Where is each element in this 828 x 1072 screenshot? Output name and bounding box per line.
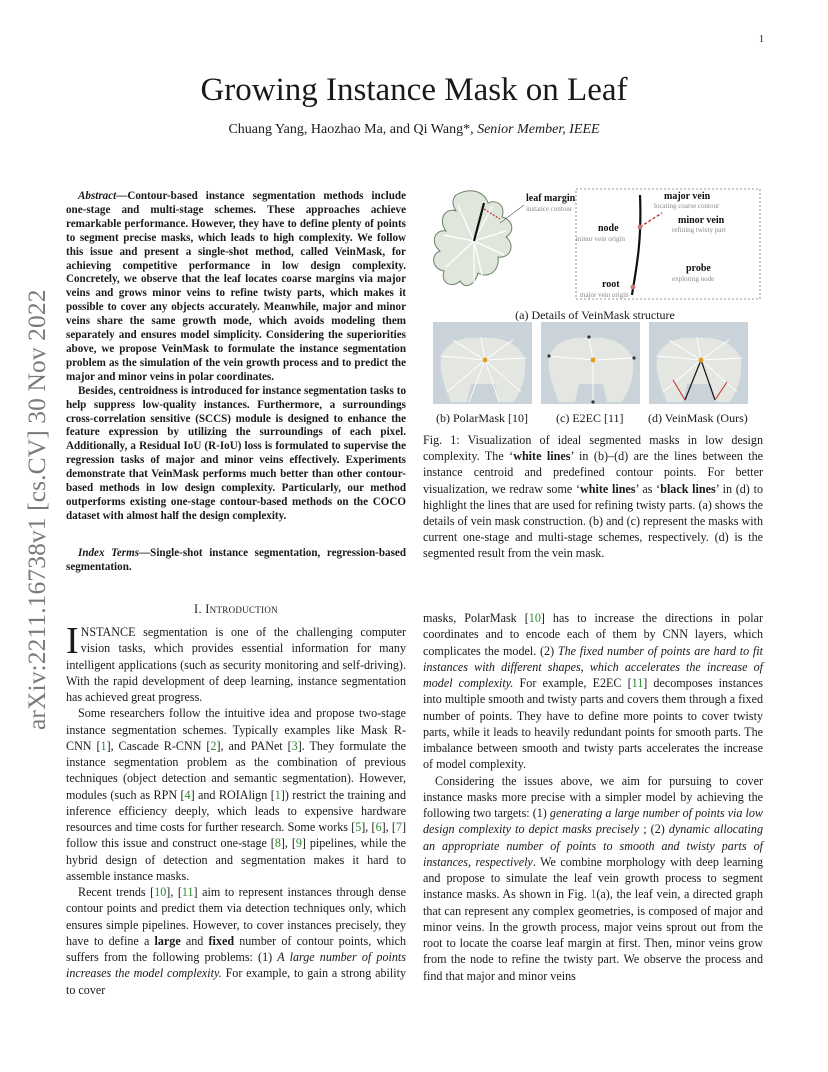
text-span: , (365, 820, 372, 834)
root-point (631, 285, 636, 290)
label-leaf-margin-sub: instance contour (526, 205, 573, 213)
author-names: Chuang Yang, Haozhao Ma, and Qi Wang*, (228, 122, 474, 137)
minor-vein-line (640, 213, 662, 227)
abstract (66, 190, 406, 524)
citation-link[interactable]: 10 (154, 885, 167, 899)
intro-paragraph-1 (66, 620, 406, 705)
text-span: aim to represent instances through dense contour points and predict them via detection techniques only, which ensures simple pipelines. However, to cover instances precisely, they have to define a (66, 885, 406, 948)
text-span: ; (2) (639, 822, 669, 837)
index-terms (66, 547, 406, 575)
subfigure-c-caption: (c) E2EC [11] (556, 411, 624, 425)
text-span: pipelines, while the hybrid design of detection and segmentation makes it hard to assemble instance masks. (66, 836, 406, 883)
section-title: Introduction (205, 602, 278, 616)
veinmask-example-image (649, 322, 748, 404)
text-span: , Cascade R-CNN (110, 738, 207, 753)
emphasis: dynamic allocating an appropriate number of points to smooth and twisty parts of instances, respectively (423, 822, 763, 869)
text-span: and (180, 933, 209, 948)
right-column-body (423, 610, 763, 984)
text-span: ’ as ‘ (635, 481, 661, 496)
citation-link[interactable]: 11 (181, 885, 194, 899)
label-node-sub: minor vein origin (576, 235, 625, 243)
abstract-paragraph-2: Besides, centroidness is introduced for instance segmentation tasks to help suppress low-quality instances. Furthermore, a surroundings cross-correlation sensitive (SCCS) module is designed to enhance the feature expression by utilizing the surroundings of each pixel. Additionally, a Residual IoU (R-IoU) loss is formulated to supervise the regression tasks of major and minor veins effectively. Experiments demonstrate that VeinMask performs much better than other contour-based methods in low design complexity. Particularly, our method outperforms existing one-stage contour-based methods on the COCO dataset with almost half the design complexity. (66, 384, 406, 522)
label-root-sub: major vein origin (580, 291, 629, 299)
text-span: masks, PolarMask (423, 611, 525, 625)
emphasis: A large number of points increases the model complexity. (66, 950, 406, 981)
section-heading-introduction (66, 602, 406, 617)
text-span: , (385, 820, 392, 834)
bold-term: black lines (660, 481, 716, 496)
bold-term: white lines (513, 449, 571, 464)
intro-paragraph-1-text: NSTANCE segmentation is one of the challenging computer vision tasks, which provides essential information for many intelligent applications (such as security monitoring and self-driving). With the rapid development of deep learning, instance segmentation has achieved great progress. (66, 625, 406, 704)
label-minor-vein-sub: refining twisty part (672, 226, 726, 234)
citation-link[interactable]: 9 (295, 836, 302, 851)
label-leaf-margin: leaf margin (526, 193, 576, 204)
author-list (0, 122, 828, 138)
citation-link[interactable]: 8 (274, 836, 281, 851)
bold-term: fixed (208, 933, 235, 948)
abstract-label: Abstract (78, 190, 117, 202)
drop-cap: I (66, 620, 79, 662)
citation-link[interactable]: 7 (395, 820, 402, 834)
text-span: , (170, 885, 178, 899)
intro-paragraph-2: Some researchers follow the intuitive idea and propose two-stage instance segmentation schemes. Typically examples like Mask R-CNN [1], Cascade R-CNN [2], and PANet [3]. They formulate the instance segmentation problem as the combination of previous techniques (object detection and semantic segmentation). However, modules (such as RPN [4] and ROIAlign [1]) restrict the training and inference efficiency deeply, which leads to expensive hardware resources and time costs for further research. Some works [5], [6], [7] follow this issue and construct one-stage [8], [9] pipelines, while the hybrid design of detection and segmentation makes it hard to assemble instance masks. (66, 706, 407, 883)
label-probe: probe (686, 263, 711, 274)
label-root: root (602, 279, 620, 290)
text-span: . They formulate the instance segmentation problem as the combination of previous techniques (object detection and semantic segmentation). However, modules (such as RPN (66, 738, 407, 802)
e2ec-example-image (541, 322, 640, 404)
label-probe-sub: exploring node (672, 275, 715, 283)
text-span: For example, to gain a strong ability to cover (66, 966, 406, 997)
index-terms-label: Index Terms (78, 547, 140, 559)
citation-link[interactable]: 11 (631, 676, 644, 690)
veinmask-structure-diagram (426, 183, 764, 303)
citation-link[interactable]: 2 (210, 738, 217, 753)
text-span: , and PANet (220, 738, 288, 753)
figure-1-caption (423, 432, 763, 562)
subfigure-d-caption: (d) VeinMask (Ours) (648, 411, 748, 425)
text-span: has to increase the directions in polar coordinates and to encode each of them by CNN layers, which complicates the model. (2) (423, 611, 763, 658)
text-span: number of contour points, which suffers from the following problems: (1) (66, 933, 406, 964)
citation-link[interactable]: 4 (184, 787, 191, 802)
text-span: . We combine morphology with deep learning and propose to simulate the leaf vein growth process to segment instance masks. As shown in Fig. (423, 854, 763, 902)
section-number: I. (194, 602, 202, 616)
page-number: 1 (759, 34, 764, 45)
text-span: Some researchers follow the intuitive idea and propose two-stage instance segmentation schemes. Typically examples like Mask R-CNN (66, 706, 406, 753)
text-span: decomposes instances into multiple smooth and twisty parts and covers them through a fixed number of points. They have to define more points to cover twisty parts, while it leads to heavily redundant points for smooth parts. The imbalance between smooth and twisty parts accelerates the increase of model complexity. (423, 676, 763, 772)
text-span: For example, E2EC (513, 676, 628, 690)
paper-title: Growing Instance Mask on Leaf (200, 72, 628, 108)
figure-a-caption: (a) Details of VeinMask structure (515, 308, 675, 322)
right-paragraph-2 (423, 773, 763, 984)
text-span: ’ in (d) to highlight the lines that are used for refining twisty parts. (a) shows the details of vein mask construction. (b) and (c) represent the masks with current one-stage and multi-stage schemes, respectively. (d) is the segmented result from the vein mask. (423, 481, 763, 561)
text-span: Considering the issues above, we aim for pursuing to cover instance masks more precise with a simpler model by achieving the following two targets: (1) (423, 773, 763, 820)
bold-term: large (154, 933, 181, 948)
citation-link[interactable]: 3 (291, 738, 298, 753)
text-span: , (284, 836, 292, 851)
citation-link[interactable]: 1 (100, 738, 107, 753)
polarmask-example-image (433, 322, 532, 404)
citation-link[interactable]: 1 (274, 787, 281, 802)
bold-term: white lines (580, 481, 636, 496)
label-major-vein: major vein (664, 191, 711, 202)
citation-link[interactable]: 6 (375, 820, 382, 834)
subfigure-b-caption: (b) PolarMask [10] (436, 411, 528, 425)
major-vein-line (632, 195, 640, 295)
arxiv-identifier-watermark[interactable]: arXiv:2211.16738v1 [cs.CV] 30 Nov 2022 (22, 289, 51, 730)
text-span: (a), the leaf vein, a directed graph that can represent any complex geometries, is composed of major and minor veins. In the growth process, major veins sprout out from the root to locate the coarse leaf margin at first. Then, minor veins grow from the node to refine the twisty part. We observe the process and find that major and minor veins (423, 887, 763, 983)
text-span: and ROIAlign (194, 787, 271, 802)
text-span: Fig. 1: Visualization of ideal segmented masks in low design complexity. The ‘ (423, 433, 763, 464)
author-suffix: Senior Member, IEEE (477, 122, 600, 137)
citation-link[interactable]: 5 (355, 820, 362, 834)
intro-paragraph-3: Recent trends [10], [11] aim to represent instances through dense contour points and predict them via detection techniques only, which ensures simple pipelines. However, to cover instances precisely, they have to define a large and fixed number of contour points, which suffers from the following problems: (1) A large number of points increases the model complexity. For example, to gain a strong ability to cover (66, 885, 406, 997)
index-terms-text: —Single-shot instance segmentation, regression-based segmentation. (66, 547, 406, 573)
text-span: follow this issue and construct one-stage (66, 836, 271, 851)
left-column-body (66, 620, 407, 998)
text-span: Recent trends (78, 885, 151, 899)
emphasis: The fixed number of points are hard to fit instances with different shapes, which accelerates the increase of model complexity. (423, 643, 764, 690)
citation-link[interactable]: 10 (528, 611, 541, 625)
text-span: ’ in (b)–(d) are the lines between the instance centroid and predefined contour points. For better visualization, we redraw some ‘ (423, 449, 763, 496)
text-span: ) restrict the training and inference efficiency deeply, which leads to expensive hardware resources and time costs for further research. Some works (66, 787, 406, 834)
abstract-paragraph-1: —Contour-based instance segmentation methods include one-stage and multi-stage schemes. These approaches achieve remarkable performance. However, they have to define plenty of points to segment precise masks, which leads to high complexity. We follow this issue and present a single-shot method, called VeinMask, for achieving competitive performance in low design complexity. Concretely, we observe that the leaf locates coarse margins via major veins and grows minor veins to refine twisty parts, which makes it possible to cover any objects accurately. Meanwhile, major and minor veins share the same growth mode, which avoids modeling them separately and ensures model simplicity. Considering the superiorities above, we propose VeinMask to formulate the instance segmentation problem as the simulation of the vein growth process and to predict the major and minor veins in polar coordinates. (66, 190, 406, 383)
label-minor-vein: minor vein (678, 215, 725, 226)
right-paragraph-1: masks, PolarMask [10] has to increase the directions in polar coordinates and to encode each of them by CNN layers, which complicates the model. (2) The fixed number of points are hard to fit instances with different shapes, which accelerates the increase of model complexity. For example, E2EC [11] decomposes instances into multiple smooth and twisty parts and covers them through a fixed number of points. They have to define more points to cover twisty parts, while it leads to heavily redundant points for smooth parts. The imbalance between smooth and twisty parts accelerates the increase of model complexity. (423, 611, 764, 772)
emphasis: generating a large number of points via low design complexity to depict masks precisely (423, 806, 763, 837)
node-point (638, 225, 643, 230)
figure-reference-link[interactable]: 1 (590, 887, 597, 902)
label-major-vein-sub: locating coarse contour (654, 202, 720, 210)
label-node: node (598, 223, 619, 234)
